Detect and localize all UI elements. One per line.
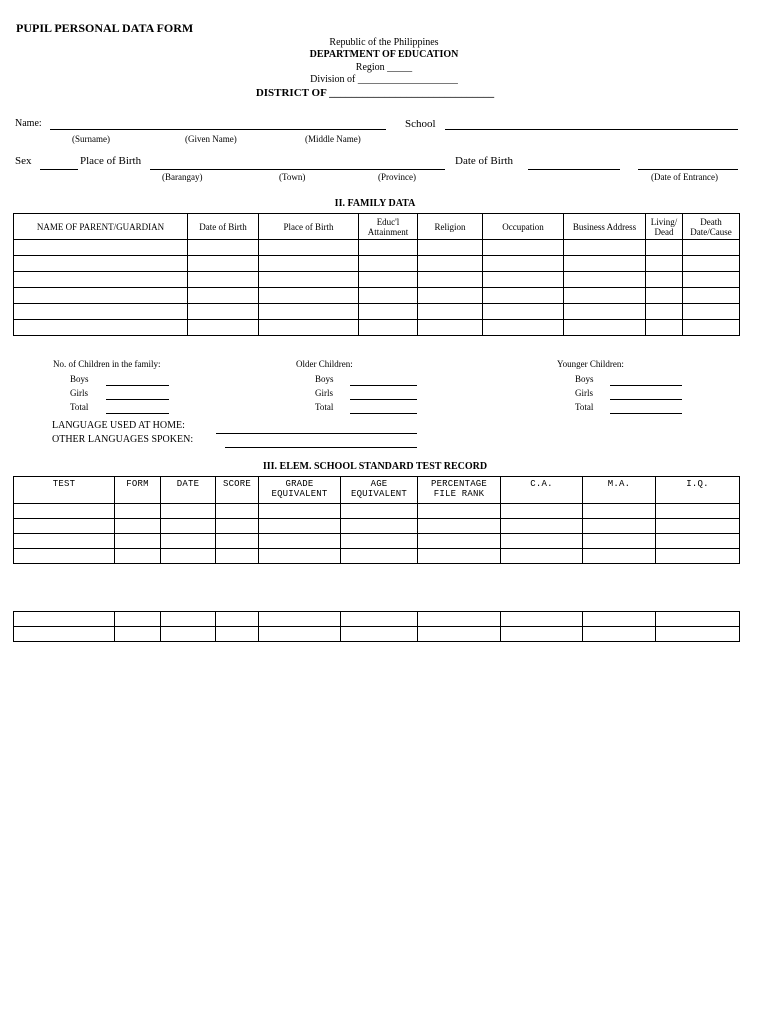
older-total-line[interactable] [350, 413, 417, 414]
table-row [14, 288, 740, 304]
test-header-test: TEST [14, 477, 115, 504]
table-cell[interactable] [14, 627, 115, 642]
table-cell[interactable] [14, 272, 188, 288]
table-cell[interactable] [501, 549, 583, 564]
table-cell[interactable] [483, 272, 564, 288]
table-cell[interactable] [188, 304, 259, 320]
table-cell[interactable] [216, 627, 259, 642]
no-of-children-label: No. of Children in the family: [53, 359, 161, 369]
family-header-pob: Place of Birth [259, 214, 359, 240]
table-cell[interactable] [683, 304, 740, 320]
other-languages-line[interactable] [225, 447, 417, 448]
table-cell[interactable] [14, 612, 115, 627]
family-section-title: II. FAMILY DATA [334, 198, 416, 209]
table-cell[interactable] [683, 272, 740, 288]
test-header-ca: C.A. [501, 477, 583, 504]
table-cell[interactable] [656, 534, 740, 549]
table-cell[interactable] [259, 272, 359, 288]
table-cell[interactable] [646, 320, 683, 336]
test-record-title: III. ELEM. SCHOOL STANDARD TEST RECORD [262, 461, 488, 472]
table-cell[interactable] [259, 612, 341, 627]
place-of-birth-line[interactable] [150, 169, 445, 170]
table-cell[interactable] [483, 320, 564, 336]
table-cell[interactable] [683, 288, 740, 304]
table-cell[interactable] [259, 256, 359, 272]
table-cell[interactable] [656, 519, 740, 534]
table-cell[interactable] [161, 534, 216, 549]
table-cell[interactable] [418, 320, 483, 336]
table-cell[interactable] [14, 504, 115, 519]
table-cell[interactable] [359, 256, 418, 272]
older-boys-label: Boys [315, 374, 334, 384]
table-cell[interactable] [188, 320, 259, 336]
test-record-table [13, 476, 740, 564]
table-cell[interactable] [359, 304, 418, 320]
table-cell[interactable] [656, 627, 740, 642]
republic-text: Republic of the Philippines [329, 37, 439, 48]
table-cell[interactable] [483, 288, 564, 304]
table-row [14, 272, 740, 288]
test-header-date: DATE [161, 477, 216, 504]
table-cell[interactable] [259, 240, 359, 256]
name-label: Name: [15, 118, 42, 129]
table-cell[interactable] [583, 549, 656, 564]
table-cell[interactable] [483, 240, 564, 256]
table-cell[interactable] [359, 288, 418, 304]
family-header-occupation: Occupation [483, 214, 564, 240]
table-cell[interactable] [564, 240, 646, 256]
table-cell[interactable] [501, 627, 583, 642]
test-header-percentile-rank: PERCENTAGE FILE RANK [418, 477, 501, 504]
table-cell[interactable] [216, 534, 259, 549]
table-cell[interactable] [188, 272, 259, 288]
older-girls-line[interactable] [350, 399, 417, 400]
table-cell[interactable] [656, 549, 740, 564]
sex-field-line[interactable] [40, 169, 78, 170]
table-cell[interactable] [161, 549, 216, 564]
table-cell[interactable] [656, 504, 740, 519]
family-header-education: Educ'l Attainment [359, 214, 418, 240]
family-boys-label: Boys [70, 374, 89, 384]
older-children-label: Older Children: [296, 359, 353, 369]
sex-label: Sex [15, 155, 32, 167]
table-cell[interactable] [188, 256, 259, 272]
table-cell[interactable] [646, 256, 683, 272]
table-cell[interactable] [161, 627, 216, 642]
table-cell[interactable] [115, 504, 161, 519]
table-cell[interactable] [188, 240, 259, 256]
family-boys-line[interactable] [106, 385, 169, 386]
table-cell[interactable] [259, 627, 341, 642]
department-text: DEPARTMENT OF EDUCATION [309, 49, 459, 60]
table-cell[interactable] [359, 240, 418, 256]
table-cell[interactable] [341, 534, 418, 549]
test-header-grade-equivalent: GRADE EQUIVALENT [259, 477, 341, 504]
table-cell[interactable] [359, 272, 418, 288]
table-cell[interactable] [341, 519, 418, 534]
table-cell[interactable] [583, 519, 656, 534]
table-row [14, 304, 740, 320]
table-cell[interactable] [418, 504, 501, 519]
language-home-line[interactable] [216, 433, 417, 434]
table-row [14, 519, 740, 534]
table-cell[interactable] [418, 612, 501, 627]
table-cell[interactable] [359, 320, 418, 336]
table-row [14, 256, 740, 272]
family-header-business-address: Business Address [564, 214, 646, 240]
table-cell[interactable] [501, 504, 583, 519]
district-text: DISTRICT OF ______________________________ [255, 87, 495, 99]
barangay-caption: (Barangay) [162, 172, 203, 182]
table-row [14, 320, 740, 336]
table-cell[interactable] [14, 240, 188, 256]
table-cell[interactable] [14, 288, 188, 304]
table-cell[interactable] [259, 519, 341, 534]
younger-total-line[interactable] [610, 413, 682, 414]
middle-name-caption: (Middle Name) [305, 134, 361, 144]
table-cell[interactable] [418, 304, 483, 320]
table-cell[interactable] [216, 519, 259, 534]
table-cell[interactable] [115, 612, 161, 627]
table-cell[interactable] [646, 272, 683, 288]
family-data-table [13, 213, 740, 336]
table-cell[interactable] [418, 288, 483, 304]
language-home-label: LANGUAGE USED AT HOME: [52, 420, 185, 431]
form-title: PUPIL PERSONAL DATA FORM [16, 21, 194, 35]
surname-caption: (Surname) [72, 134, 110, 144]
table-cell[interactable] [418, 627, 501, 642]
table-cell[interactable] [341, 612, 418, 627]
table-cell[interactable] [259, 549, 341, 564]
younger-girls-label: Girls [575, 388, 593, 398]
table-cell[interactable] [259, 320, 359, 336]
school-field-line[interactable] [445, 129, 738, 130]
table-cell[interactable] [418, 272, 483, 288]
table-cell[interactable] [418, 534, 501, 549]
table-cell[interactable] [564, 256, 646, 272]
family-header-name: NAME OF PARENT/GUARDIAN [14, 214, 188, 240]
table-cell[interactable] [483, 256, 564, 272]
younger-boys-label: Boys [575, 374, 594, 384]
family-girls-label: Girls [70, 388, 88, 398]
table-cell[interactable] [14, 320, 188, 336]
given-name-caption: (Given Name) [185, 134, 237, 144]
table-cell[interactable] [341, 627, 418, 642]
family-header-death: Death Date/Cause [683, 214, 740, 240]
table-cell[interactable] [418, 549, 501, 564]
table-cell[interactable] [501, 534, 583, 549]
region-text: Region _____ [355, 62, 413, 73]
name-field-line[interactable] [50, 129, 386, 130]
table-cell[interactable] [501, 519, 583, 534]
table-cell[interactable] [583, 612, 656, 627]
table-cell[interactable] [583, 534, 656, 549]
table-row [14, 627, 740, 642]
table-cell[interactable] [646, 288, 683, 304]
older-total-label: Total [315, 402, 334, 412]
test-header-ma: M.A. [583, 477, 656, 504]
table-cell[interactable] [418, 256, 483, 272]
table-cell[interactable] [564, 320, 646, 336]
table-cell[interactable] [656, 612, 740, 627]
younger-children-label: Younger Children: [557, 359, 624, 369]
family-header-dob: Date of Birth [188, 214, 259, 240]
other-languages-label: OTHER LANGUAGES SPOKEN: [52, 434, 194, 445]
table-cell[interactable] [14, 304, 188, 320]
table-cell[interactable] [483, 304, 564, 320]
table-cell[interactable] [683, 240, 740, 256]
table-cell[interactable] [564, 288, 646, 304]
older-girls-label: Girls [315, 388, 333, 398]
table-row [14, 504, 740, 519]
table-cell[interactable] [646, 304, 683, 320]
date-of-birth-label: Date of Birth [455, 155, 514, 167]
table-cell[interactable] [418, 519, 501, 534]
family-total-line[interactable] [106, 413, 169, 414]
family-header-living-dead: Living/ Dead [646, 214, 683, 240]
family-girls-line[interactable] [106, 399, 169, 400]
table-cell[interactable] [188, 288, 259, 304]
table-cell[interactable] [564, 304, 646, 320]
table-cell[interactable] [115, 534, 161, 549]
table-cell[interactable] [115, 519, 161, 534]
school-label: School [405, 118, 436, 130]
younger-total-label: Total [575, 402, 594, 412]
test-header-iq: I.Q. [656, 477, 740, 504]
family-total-label: Total [70, 402, 89, 412]
place-of-birth-label: Place of Birth [80, 155, 142, 167]
table-cell[interactable] [115, 549, 161, 564]
table-cell[interactable] [14, 534, 115, 549]
table-cell[interactable] [583, 504, 656, 519]
younger-boys-line[interactable] [610, 385, 682, 386]
table-row [14, 549, 740, 564]
town-caption: (Town) [279, 172, 306, 182]
table-cell[interactable] [14, 549, 115, 564]
table-cell[interactable] [341, 504, 418, 519]
table-cell[interactable] [501, 612, 583, 627]
family-header-religion: Religion [418, 214, 483, 240]
table-cell[interactable] [216, 549, 259, 564]
table-cell[interactable] [583, 627, 656, 642]
test-header-age-equivalent: AGE EQUIVALENT [341, 477, 418, 504]
date-of-entrance-caption: (Date of Entrance) [651, 172, 718, 182]
table-cell[interactable] [216, 504, 259, 519]
table-cell[interactable] [683, 320, 740, 336]
test-record-continuation-table [13, 611, 740, 642]
test-header-form: FORM [115, 477, 161, 504]
table-cell[interactable] [161, 504, 216, 519]
table-cell[interactable] [418, 240, 483, 256]
table-cell[interactable] [14, 519, 115, 534]
table-cell[interactable] [161, 612, 216, 627]
date-of-entrance-line[interactable] [638, 169, 738, 170]
table-cell[interactable] [259, 304, 359, 320]
table-cell[interactable] [259, 288, 359, 304]
table-cell[interactable] [564, 272, 646, 288]
table-cell[interactable] [646, 240, 683, 256]
older-boys-line[interactable] [350, 385, 417, 386]
table-row [14, 612, 740, 627]
table-row [14, 534, 740, 549]
test-header-score: SCORE [216, 477, 259, 504]
division-text: Division of ____________________ [310, 74, 458, 85]
table-cell[interactable] [259, 534, 341, 549]
table-cell[interactable] [683, 256, 740, 272]
table-cell[interactable] [115, 627, 161, 642]
table-cell[interactable] [259, 504, 341, 519]
table-cell[interactable] [161, 519, 216, 534]
table-row [14, 240, 740, 256]
province-caption: (Province) [378, 172, 416, 182]
table-cell[interactable] [216, 612, 259, 627]
younger-girls-line[interactable] [610, 399, 682, 400]
table-cell[interactable] [14, 256, 188, 272]
table-cell[interactable] [341, 549, 418, 564]
date-of-birth-line[interactable] [528, 169, 620, 170]
